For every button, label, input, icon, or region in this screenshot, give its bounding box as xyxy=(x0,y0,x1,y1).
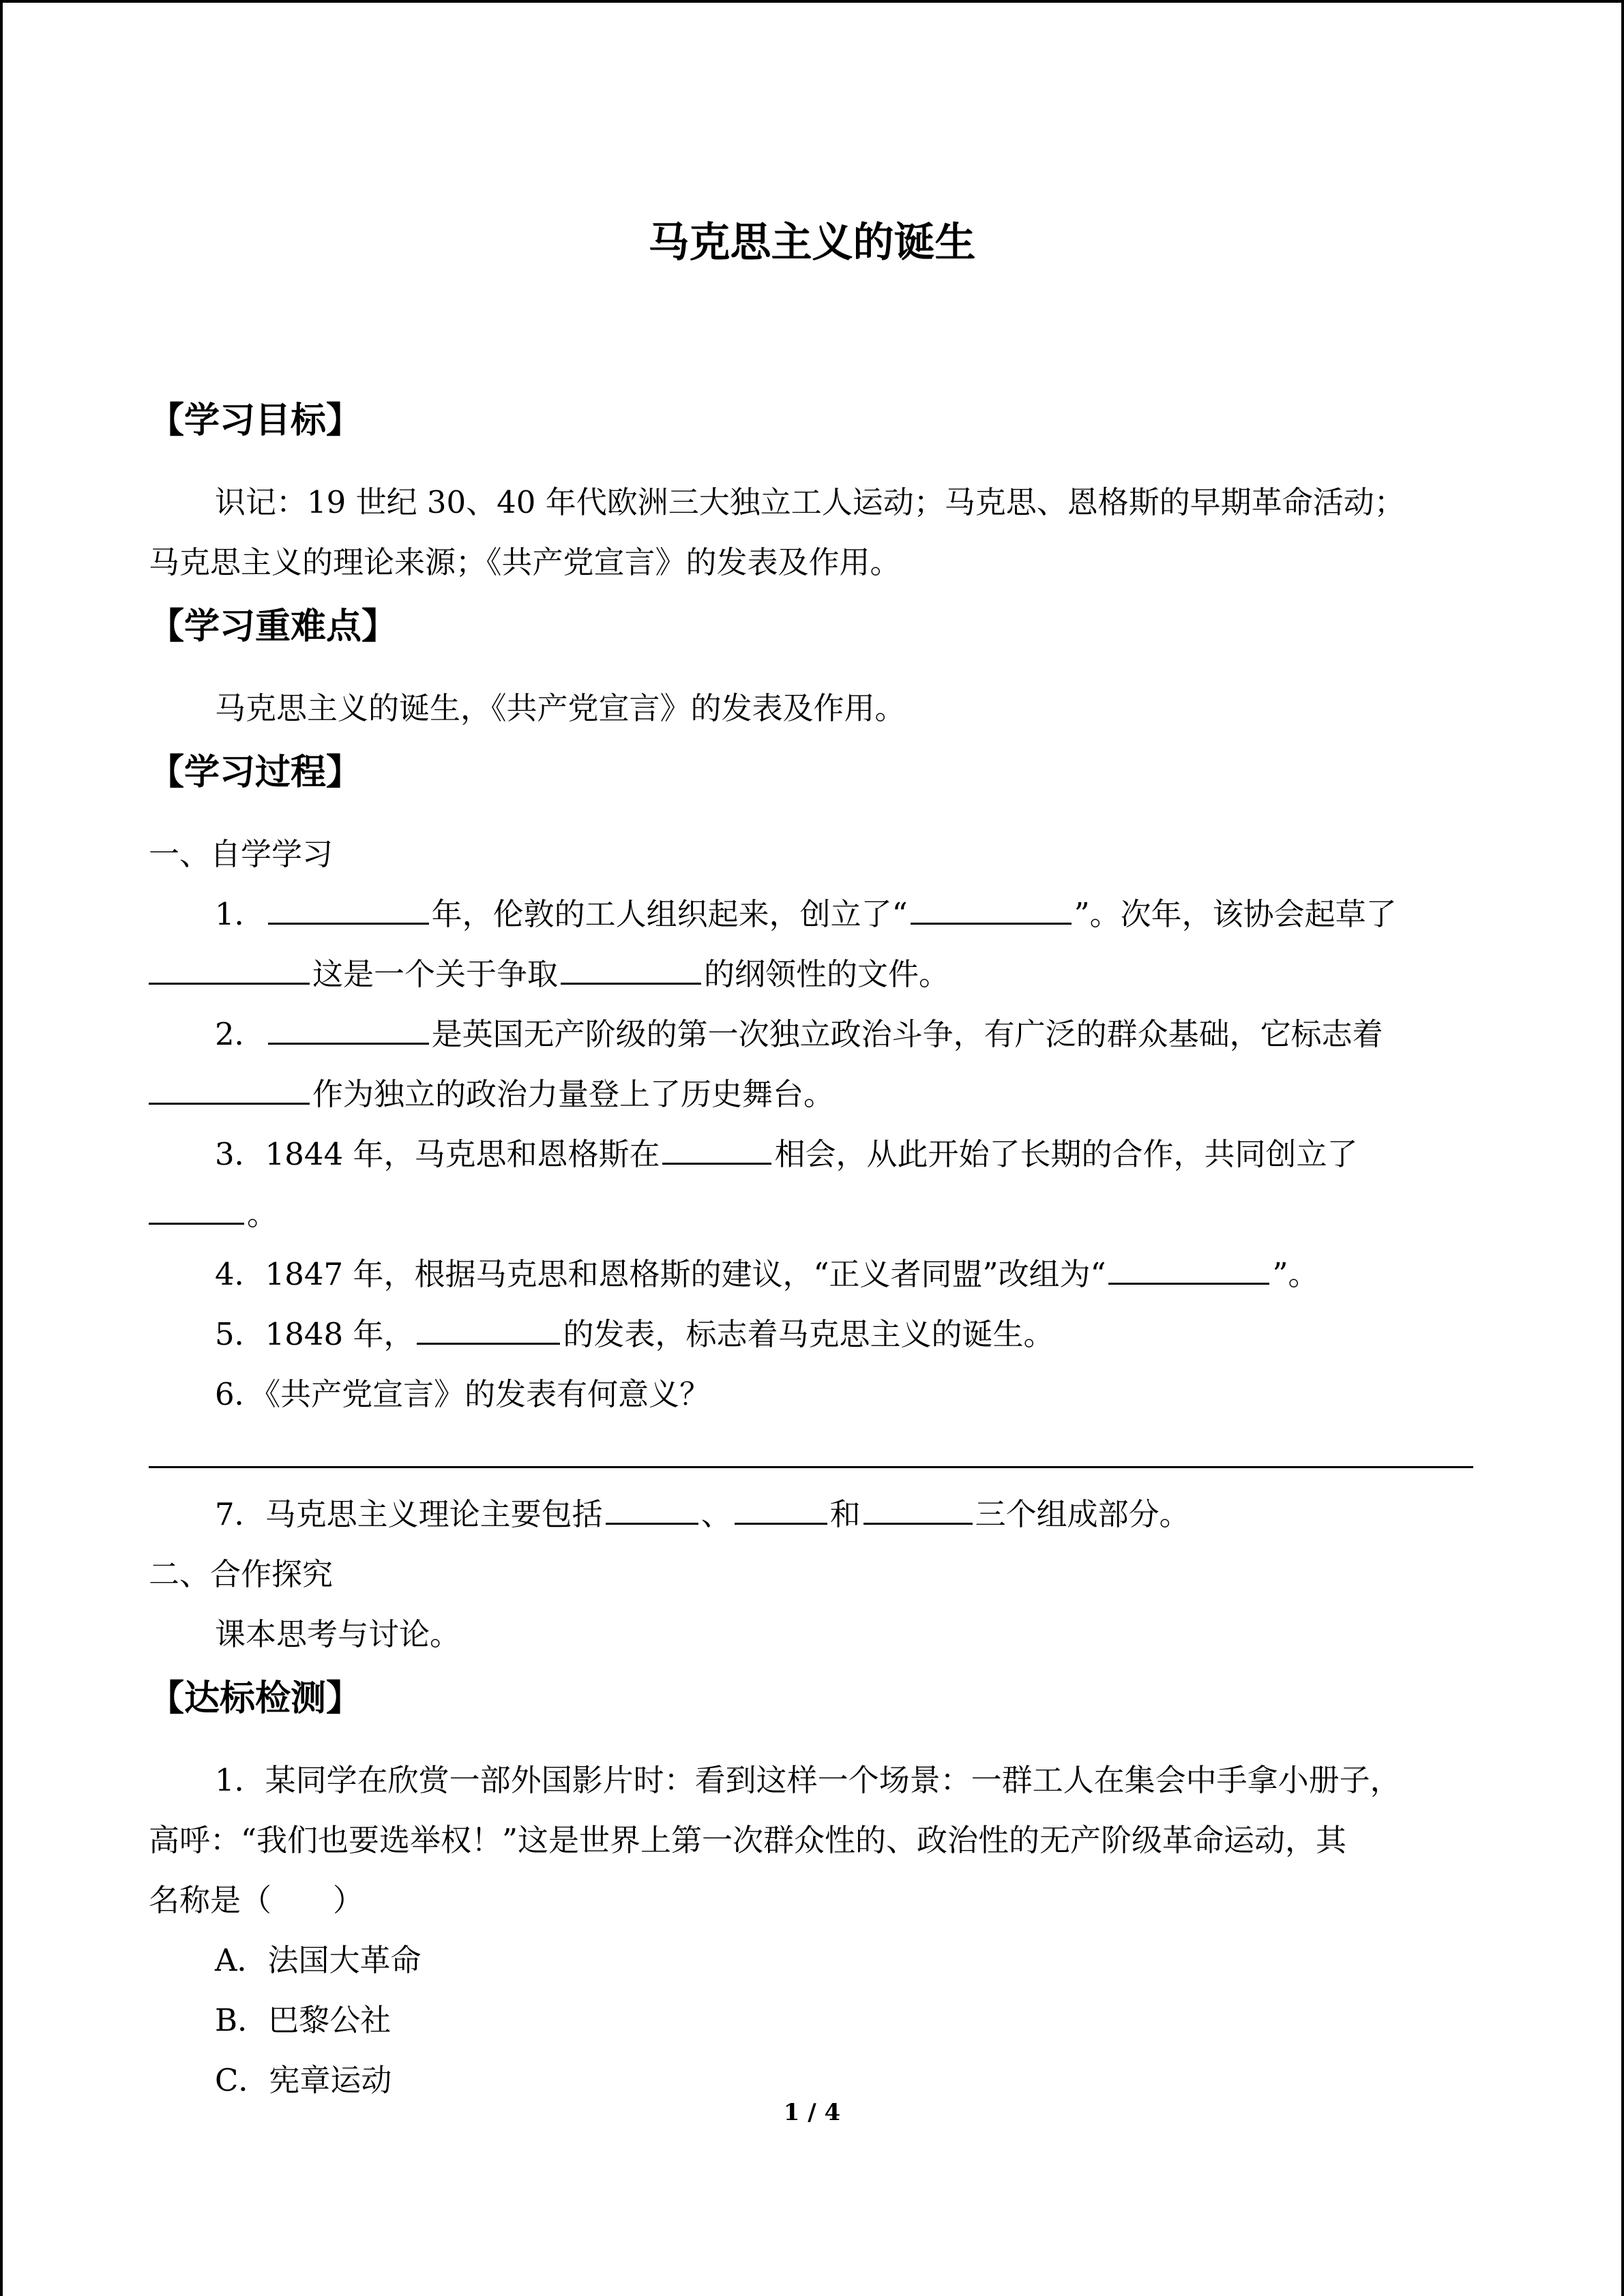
page-number: 1 / 4 xyxy=(783,2099,841,2126)
page-title: 马克思主义的诞生 xyxy=(648,219,976,267)
objectives-line-1: 识记：19 世纪 30、40 年代欧洲三大独立工人运动；马克思、恩格斯的早期革命活动； xyxy=(215,484,1405,520)
question-1-line-2 xyxy=(149,949,949,994)
test-q1-line-2: 高呼：“我们也要选举权！”这是世界上第一次群众性的、政治性的无产阶级革命运动，其 xyxy=(149,1822,1347,1858)
question-7 xyxy=(215,1489,1190,1534)
part2-text: 课本思考与讨论。 xyxy=(215,1616,461,1652)
q1-text-e: 的纲领性的文件。 xyxy=(704,956,950,992)
q7-text-a: 7．马克思主义理论主要包括 xyxy=(215,1496,603,1532)
page-border-right xyxy=(1621,0,1624,2296)
q4-text-b: ”。 xyxy=(1272,1256,1319,1292)
q3-blank-theory[interactable] xyxy=(149,1193,244,1225)
objectives-line-2: 马克思主义的理论来源；《共产党宣言》的发表及作用。 xyxy=(149,544,901,580)
page-border-left xyxy=(0,0,3,2296)
q2-number: 2． xyxy=(215,1016,265,1052)
q1-text-d: 这是一个关于争取 xyxy=(312,956,559,992)
question-6: 6．《共产党宣言》的发表有何意义？ xyxy=(215,1376,711,1412)
q1-text-b: 年，伦敦的工人组织起来，创立了“ xyxy=(431,896,908,932)
heading-process: 【学习过程】 xyxy=(149,752,362,793)
q1-blank-document[interactable] xyxy=(149,953,310,985)
option-c[interactable]: C．宪章运动 xyxy=(215,2062,392,2098)
q1-blank-right[interactable] xyxy=(561,953,701,985)
q1-blank-year[interactable] xyxy=(268,893,429,925)
q4-text-a: 4．1847 年，根据马克思和恩格斯的建议，“正义者同盟”改组为“ xyxy=(215,1256,1106,1292)
q7-text-d: 三个组成部分。 xyxy=(975,1496,1190,1532)
part2-label: 二、合作探究 xyxy=(149,1556,334,1592)
key-points-text: 马克思主义的诞生，《共产党宣言》的发表及作用。 xyxy=(215,690,906,726)
q4-blank-league[interactable] xyxy=(1108,1253,1269,1285)
q1-number: 1． xyxy=(215,896,265,932)
q7-text-b: 、 xyxy=(700,1496,732,1532)
q2-blank-class[interactable] xyxy=(149,1073,310,1105)
q1-blank-association[interactable] xyxy=(911,893,1072,925)
q5-text-b: 的发表，标志着马克思主义的诞生。 xyxy=(563,1316,1054,1352)
q2-text-b: 是英国无产阶级的第一次独立政治斗争，有广泛的群众基础，它标志着 xyxy=(431,1016,1383,1052)
question-5 xyxy=(215,1309,1054,1354)
question-3-line-1 xyxy=(215,1129,1357,1174)
q7-blank-1[interactable] xyxy=(606,1493,698,1525)
heading-key-points: 【学习重难点】 xyxy=(149,606,398,647)
page-border-top xyxy=(0,0,1624,3)
question-1-line-1 xyxy=(215,889,1397,934)
question-4 xyxy=(215,1249,1319,1294)
q5-text-a: 5．1848 年， xyxy=(215,1316,415,1352)
q3-text-a: 3．1844 年，马克思和恩格斯在 xyxy=(215,1136,660,1172)
question-2-line-2 xyxy=(149,1069,834,1114)
q2-text-c: 作为独立的政治力量登上了历史舞台。 xyxy=(312,1076,835,1112)
q3-text-c: 。 xyxy=(247,1196,278,1232)
answer-line-q6[interactable] xyxy=(149,1466,1473,1468)
q3-blank-place[interactable] xyxy=(662,1133,771,1165)
test-q1-line-3: 名称是（ ） xyxy=(149,1882,364,1918)
q5-blank-document[interactable] xyxy=(417,1313,560,1345)
heading-objectives: 【学习目标】 xyxy=(149,400,362,441)
option-a[interactable]: A．法国大革命 xyxy=(215,1942,422,1978)
q7-text-c: 和 xyxy=(829,1496,861,1532)
q7-blank-3[interactable] xyxy=(863,1493,973,1525)
q7-blank-2[interactable] xyxy=(735,1493,827,1525)
q3-text-b: 相会，从此开始了长期的合作，共同创立了 xyxy=(774,1136,1358,1172)
heading-test: 【达标检测】 xyxy=(149,1678,362,1719)
question-2-line-1 xyxy=(215,1009,1383,1054)
test-q1-line-1: 1．某同学在欣赏一部外国影片时：看到这样一个场景：一群工人在集会中手拿小册子， xyxy=(215,1762,1401,1798)
question-3-line-2 xyxy=(149,1189,278,1234)
option-b[interactable]: B．巴黎公社 xyxy=(215,2002,392,2038)
q1-text-c: ”。次年，该协会起草了 xyxy=(1074,896,1397,932)
q2-blank-movement[interactable] xyxy=(268,1013,429,1045)
part1-label: 一、自学学习 xyxy=(149,836,334,872)
